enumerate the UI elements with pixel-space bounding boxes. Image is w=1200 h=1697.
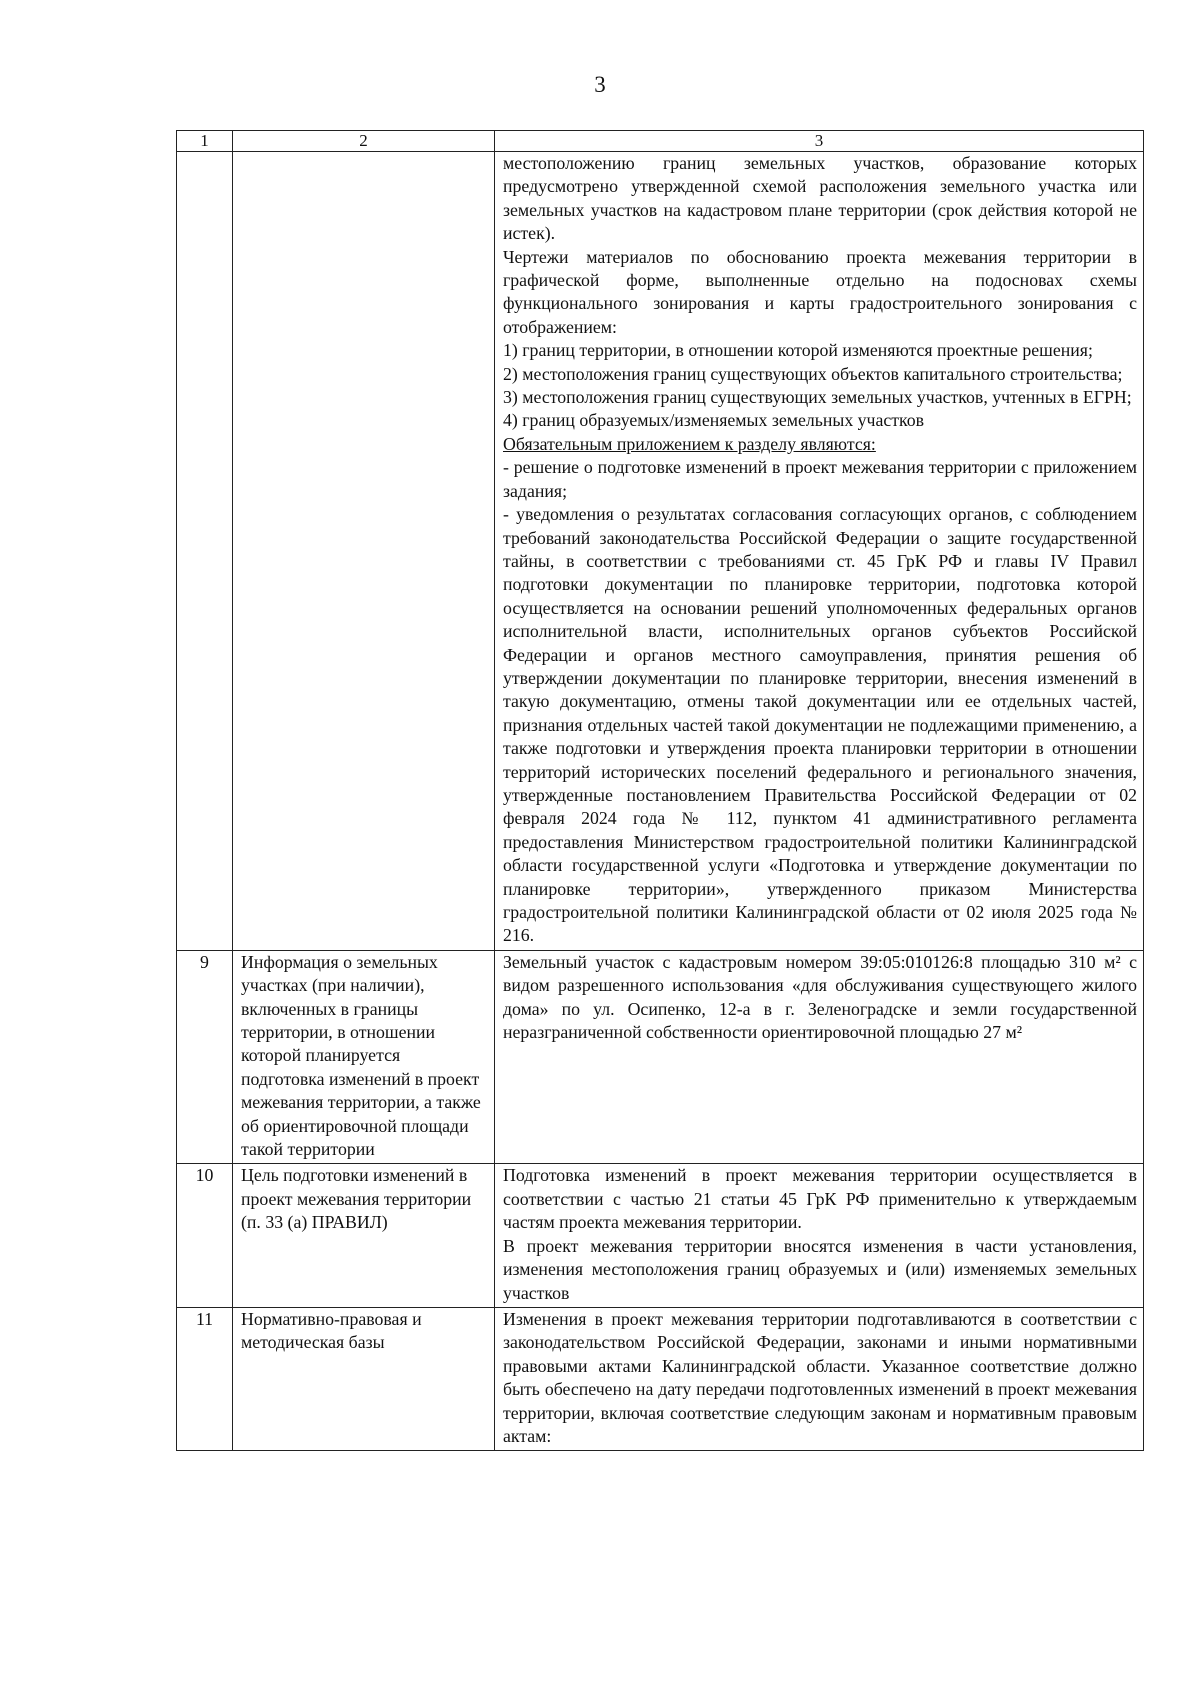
content-paragraph: 2) местоположения границ существующих объектов капитального строительства; [503,363,1123,384]
table-row-10 [177,1164,1144,1307]
content-paragraph: Чертежи материалов по обоснованию проекта межевания территории в графической форме, выполненные отдельно на подосновах схемы функционального зонирования и карты градостроительного зонирования с отображением: [503,246,1137,337]
content-paragraph: 3) местоположения границ существующих земельных участков, учтенных в ЕГРН; [503,387,1132,408]
row-number [177,152,233,951]
row-content [495,152,1144,951]
content-paragraph: 1) границ территории, в отношении которой изменяются проектные решения; [503,340,1093,361]
column-header-number: 1 [177,131,233,152]
row-content [495,950,1144,1164]
column-header-content: 3 [495,131,1144,152]
row-number: 11 [177,1307,233,1450]
table-row-9 [177,950,1144,1164]
content-paragraph: Подготовка изменений в проект межевания территории осуществляется в соответствии с частью 21 статьи 45 ГрК РФ применительно к утверждаемым частям проекта межевания территории. [503,1165,1137,1233]
row-number: 10 [177,1164,233,1307]
row-content [495,1307,1144,1450]
content-paragraph: местоположению границ земельных участков, образование которых предусмотрено утвержденной схемой расположения земельного участка или земельных участков на кадастровом плане территории (срок действия которой не истек). [503,153,1137,244]
row-number: 9 [177,950,233,1164]
page-number: 3 [594,72,606,97]
row-name: Нормативно-правовая и методическая базы [233,1307,495,1450]
requirements-table [176,130,1144,1451]
table-row-11 [177,1307,1144,1450]
content-paragraph: Земельный участок с кадастровым номером 39:05:010126:8 площадью 310 м² с видом разрешенного использования «для обслуживания существующего жилого дома» по ул. Осипенко, 12-а в г. Зеленоградске и земли государственной неразграниченной собственности ориентировочной площадью 27 м² [503,951,1137,1043]
row-content [495,1164,1144,1307]
row-name [233,152,495,951]
table-row-continuation [177,152,1144,951]
row-name: Информация о земельных участках (при наличии), включенных в границы территории, в отношении которой планируется подготовка изменений в проект межевания территории, а также об ориентировочной площади такой территории [233,950,495,1164]
attachments-heading: Обязательным приложением к разделу являются: [503,433,876,454]
row-name: Цель подготовки изменений в проект межевания территории (п. 33 (а) ПРАВИЛ) [233,1164,495,1307]
content-paragraph: В проект межевания территории вносятся изменения в части установления, изменения местоположения границ образуемых и (или) изменяемых земельных участков [503,1235,1137,1303]
column-header-name: 2 [233,131,495,152]
content-paragraph: - уведомления о результатах согласования согласующих органов, с соблюдением требований законодательства Российской Федерации о защите государственной тайны, в соответствии с требованиями ст. 45 ГрК РФ и главы IV Правил подготовки документации по планировке территории, подготовка которой осуществляется на основании решений уполномоченных федеральных органов исполнительной власти, исполнительных органов субъектов Российской Федерации и органов местного самоуправления, принятия решения об утверждении документации по планировке территории, внесения изменений в такую документацию, отмены такой документации или ее отдельных частей, признания отдельных частей такой документации не подлежащими применению, а также подготовки и утверждения проекта планировки территории в отношении территорий исторических поселений федерального и регионального значения, утвержденные постановлением Правительства Российской Федерации от 02 февраля 2024 года № 112, пунктом 41 административного регламента предоставления Министерством градостроительной политики Калининградской области государственной услуги «Подготовка и утверждение документации по планировке территории», утвержденного приказом Министерства градостроительной политики Калининградской области от 02 июля 2025 года № 216. [503,504,1137,946]
content-paragraph: 4) границ образуемых/изменяемых земельных участков [503,410,925,431]
table-header-row [177,131,1144,152]
content-paragraph: - решение о подготовке изменений в проект межевания территории с приложением задания; [503,457,1137,501]
content-paragraph: Изменения в проект межевания территории подготавливаются в соответствии с законодательством Российской Федерации, законами и иными нормативными правовыми актами Калининградской области. Указанное соответствие должно быть обеспечено на дату передачи подготовленных изменений в проект межевания территории, включая соответствие следующим законам и нормативным правовым актам: [503,1308,1137,1446]
